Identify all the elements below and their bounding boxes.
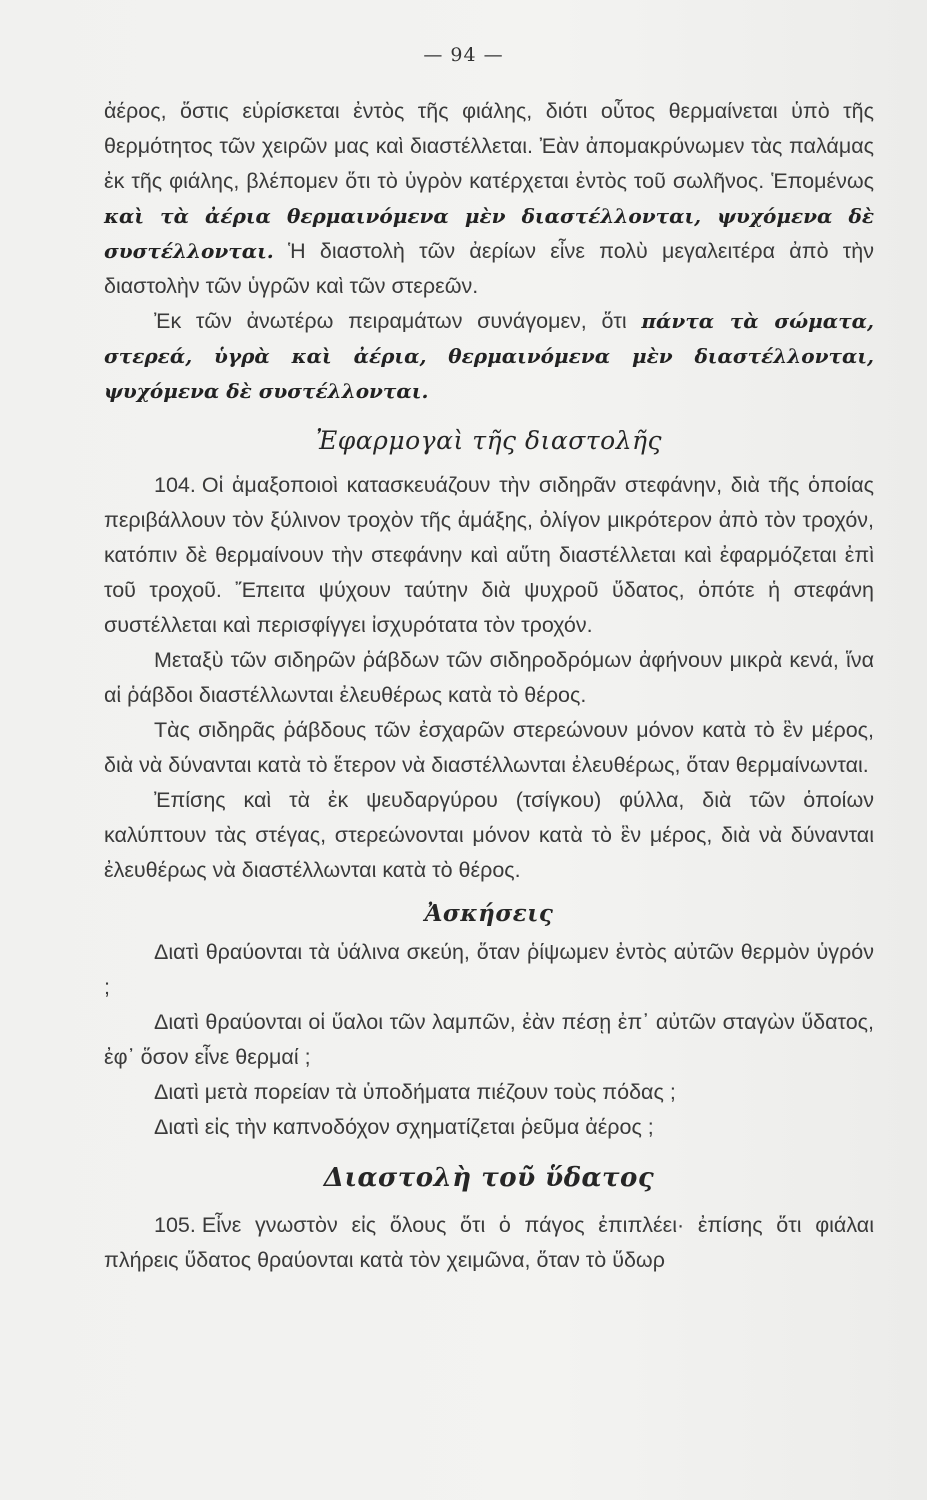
section-heading-exercises: Ἀσκήσεις (424, 900, 554, 927)
section1-paragraph-3: Τὰς σιδηρᾶς ῥάβδους τῶν ἐσχαρῶν στερεώνουν μόνον κατὰ τὸ ἓν μέρος, διὰ νὰ δύνανται κατὰ τὸ ἕτερον νὰ διαστέλλωνται ἐλευθέρως, ὅταν θερμαίνωνται. (104, 718, 874, 777)
section2-number: 105. (154, 1213, 196, 1237)
section-heading-water-expansion: Διαστολὴ τοῦ ὕδατος (323, 1163, 655, 1193)
intro-text-2: Ἐκ τῶν ἀνωτέρω πειραμάτων συνάγομεν, ὅτι (154, 309, 627, 333)
exercise-question-3: Διατὶ μετὰ πορείαν τὰ ὑποδήματα πιέζουν τοὺς πόδας ; (154, 1080, 676, 1104)
section1-paragraph-2: Μεταξὺ τῶν σιδηρῶν ῥάβδων τῶν σιδηροδρόμων ἀφήνουν μικρὰ κενά, ἵνα αἱ ῥάβδοι διαστέλλωνται ἐλευθέρως κατὰ τὸ θέρος. (104, 648, 874, 707)
intro-paragraph-2 (104, 304, 874, 409)
section-heading-applications: Ἐφαρμογαὶ τῆς διαστολῆς (315, 426, 663, 455)
intro-emphasis-1: καὶ τὰ ἀέρια θερμαινόμενα μὲν διαστέλλονται, ψυχόμενα δὲ συστέλλονται. (104, 204, 874, 263)
section1-paragraph-1 (104, 468, 874, 643)
section1-paragraph-4: Ἐπίσης καὶ τὰ ἐκ ψευδαργύρου (τσίγκου) φύλλα, διὰ τῶν ὁποίων καλύπτουν τὰς στέγας, στερεώνονται μόνον κατὰ τὸ ἓν μέρος, διὰ νὰ δύνανται ἐλευθέρως νὰ διαστέλλωνται κατὰ τὸ θέρος. (104, 788, 874, 882)
exercise-question-1: Διατὶ θραύονται τὰ ὑάλινα σκεύη, ὅταν ῥίψωμεν ἐντὸς αὐτῶν θερμὸν ὑγρόν ; (104, 940, 874, 999)
section1-text-1: Οἱ ἁμαξοποιοὶ κατασκευάζουν τὴν σιδηρᾶν στεφάνην, διὰ τῆς ὁποίας περιβάλλουν τὸν ξύλινον τροχὸν τῆς ἁμάξης, ὀλίγον μικρότερον ἀπὸ τὸν τροχόν, κατόπιν δὲ θερμαίνουν τὴν στεφάνην καὶ αὕτη διαστέλλεται καὶ ἐφαρμόζεται ἐπὶ τοῦ τροχοῦ. Ἔπειτα ψύχουν ταύτην διὰ ψυχροῦ ὕδατος, ὁπότε ἡ στεφάνη συστέλλεται καὶ περισφίγγει ἰσχυρότατα τὸν τροχόν. (104, 473, 874, 637)
exercise-question-2: Διατὶ θραύονται οἱ ὕαλοι τῶν λαμπῶν, ἐὰν πέσῃ ἐπ᾽ αὐτῶν σταγὼν ὕδατος, ἐφ᾽ ὅσον εἶνε θερμαί ; (104, 1010, 874, 1069)
intro-text-1-end: Ἡ διαστολὴ τῶν ἀερίων εἶνε πολὺ μεγαλειτέρα ἀπὸ τὴν διαστολὴν τῶν ὑγρῶν καὶ τῶν στερεῶν. (104, 239, 874, 298)
intro-text-1: ἀέρος, ὅστις εὑρίσκεται ἐντὸς τῆς φιάλης, διότι οὗτος θερμαίνεται ὑπὸ τῆς θερμότητος τῶν χειρῶν μας καὶ διαστέλλεται. Ἐὰν ἀπομακρύνωμεν τὰς παλάμας ἐκ τῆς φιάλης, βλέπομεν ὅτι τὸ ὑγρὸν κατέρχεται ἐντὸς τοῦ σωλῆνος. Ἑπομένως (104, 99, 874, 193)
section2-text-1: Εἶνε γνωστὸν εἰς ὅλους ὅτι ὁ πάγος ἐπιπλέει· ἐπίσης ὅτι φιάλαι πλήρεις ὕδατος θραύονται κατὰ τὸν χειμῶνα, ὅταν τὸ ὕδωρ (104, 1213, 874, 1272)
page-number: — 94 — (423, 44, 504, 66)
intro-emphasis-2: πάντα τὰ σώματα, στερεά, ὑγρὰ καὶ ἀέρια, θερμαινόμενα μὲν διαστέλλονται, ψυχόμενα δὲ συστέλλονται. (104, 309, 875, 403)
exercise-question-4: Διατὶ εἰς τὴν καπνοδόχον σχηματίζεται ῥεῦμα ἀέρος ; (154, 1115, 654, 1139)
intro-paragraph-1 (104, 94, 874, 304)
page-body (104, 94, 874, 1278)
section1-number: 104. (154, 473, 196, 497)
section2-paragraph-1 (104, 1208, 874, 1278)
